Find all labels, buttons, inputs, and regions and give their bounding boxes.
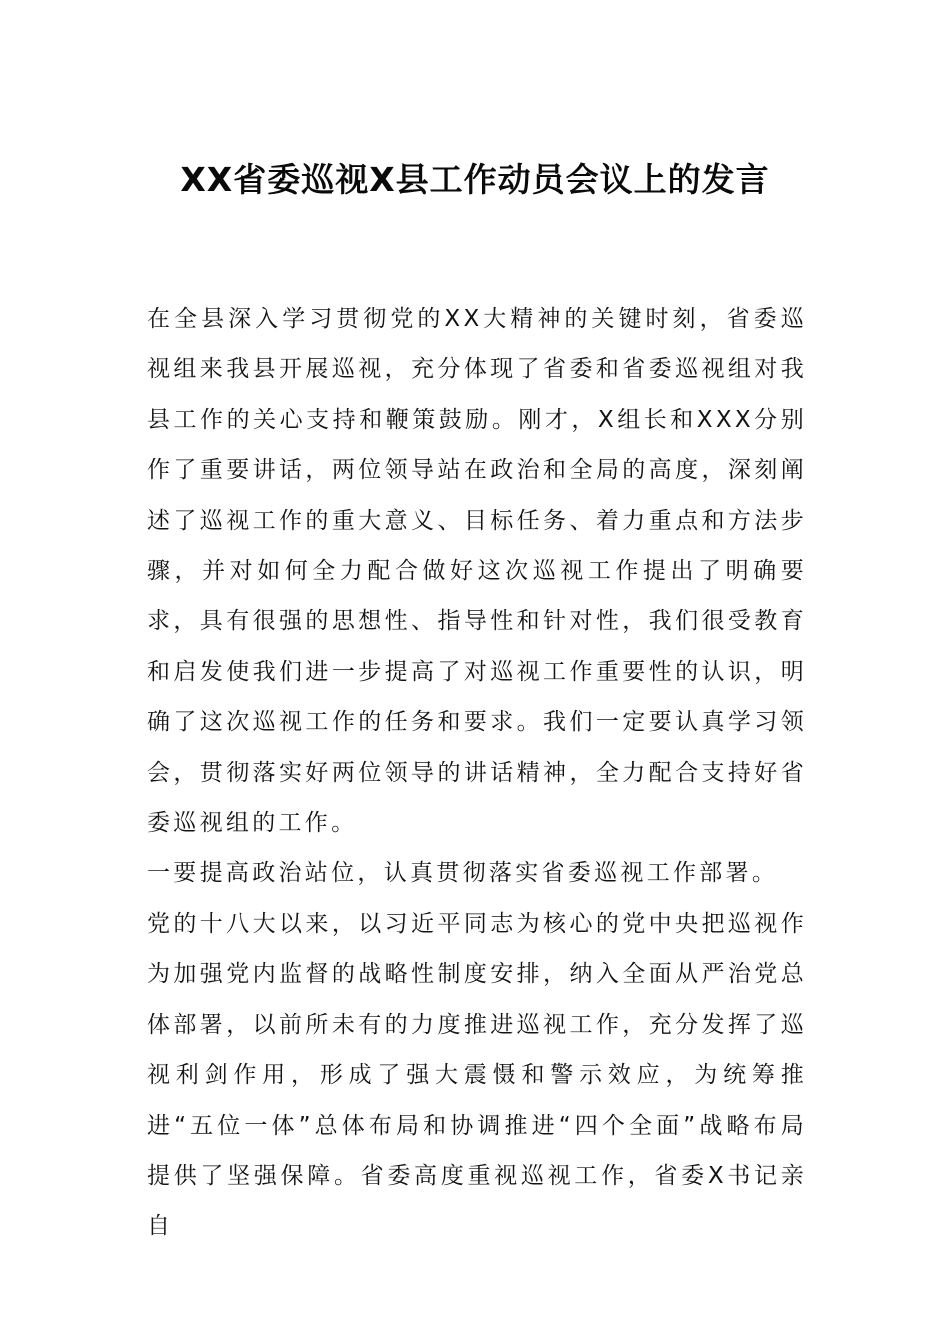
paragraph-heading-one: 一要提高政治站位，认真贯彻落实省委巡视工作部署。 [147,860,779,887]
document-body [147,294,807,1252]
paragraph-party-context: 党的十八大以来，以习近平同志为核心的党中央把巡视作为加强党内监督的战略性制度安排，纳入全面从严治党总体部署，以前所未有的力度推进巡视工作，充分发挥了巡视利剑作用，形成了强大震慑和警示效应，为统筹推进“五位一体”总体布局和协调推进“四个全面”战略布局提供了坚强保障。省委高度重视巡视工作，省委X书记亲自 [147,910,807,1240]
paragraph-opening: 在全县深入学习贯彻党的XX大精神的关键时刻，省委巡视组来我县开展巡视，充分体现了省委和省委巡视组对我县工作的关心支持和鞭策鼓励。刚才，X组长和XXX分别作了重要讲话，两位领导站在政治和全局的高度，深刻阐述了巡视工作的重大意义、目标任务、着力重点和方法步骤，并对如何全力配合做好这次巡视工作提出了明确要求，具有很强的思想性、指导性和针对性，我们很受教育和启发使我们进一步提高了对巡视工作重要性的认识，明确了这次巡视工作的任务和要求。我们一定要认真学习领会，贯彻落实好两位领导的讲话精神，全力配合支持好省委巡视组的工作。 [147,306,807,837]
document-title: XX省委巡视X县工作动员会议上的发言 [180,160,770,199]
